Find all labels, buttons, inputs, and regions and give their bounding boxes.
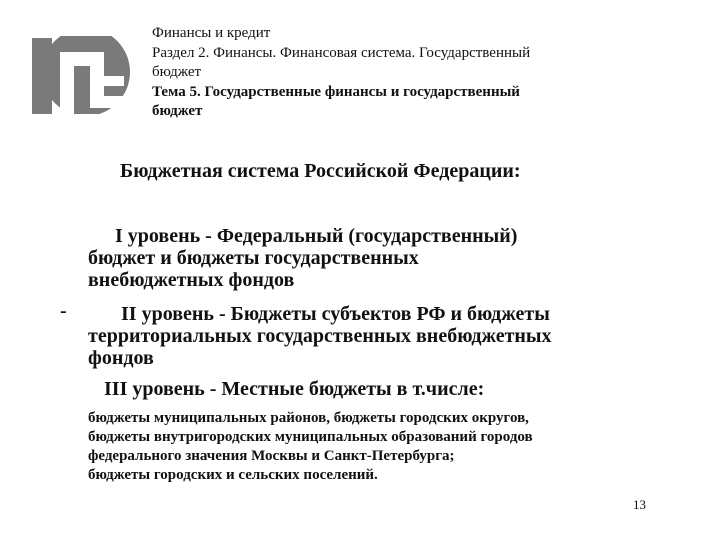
slide-header	[152, 24, 692, 122]
list-item: бюджеты муниципальных районов, бюджеты городских округов,	[88, 410, 529, 426]
level-3-item	[88, 378, 688, 400]
level-1-line: I уровень - Федеральный (государственный)	[115, 225, 518, 247]
level-1-line: внебюджетных фондов	[88, 269, 295, 291]
level-2-line: фондов	[88, 347, 154, 369]
ps-logo-icon	[30, 22, 134, 114]
level-2-item	[88, 303, 688, 369]
page-number: 13	[633, 497, 646, 512]
slide-title: Бюджетная система Российской Федерации:	[120, 160, 521, 182]
course-title: Финансы и кредит	[152, 25, 271, 41]
list-item: бюджеты внутригородских муниципальных образований городов	[88, 429, 533, 445]
level-2-line: II уровень - Бюджеты субъектов РФ и бюджеты	[121, 303, 550, 325]
level-1-item	[88, 225, 688, 291]
topic-title-cont: бюджет	[152, 103, 203, 119]
level-1-line: бюджет и бюджеты государственных	[88, 247, 419, 269]
section-title-cont: бюджет	[152, 64, 202, 80]
section-title: Раздел 2. Финансы. Финансовая система. Государственный	[152, 44, 531, 61]
list-dash: -	[60, 300, 67, 322]
topic-title: Тема 5. Государственные финансы и государственный	[152, 83, 520, 100]
level-3-line: III уровень - Местные бюджеты в т.числе:	[104, 378, 485, 400]
list-item: федерального значения Москвы и Санкт-Петербурга;	[88, 448, 455, 464]
level-2-line: территориальных государственных внебюджетных	[88, 325, 552, 347]
list-item: бюджеты городских и сельских поселений.	[88, 467, 378, 483]
local-budgets-list	[88, 409, 688, 485]
